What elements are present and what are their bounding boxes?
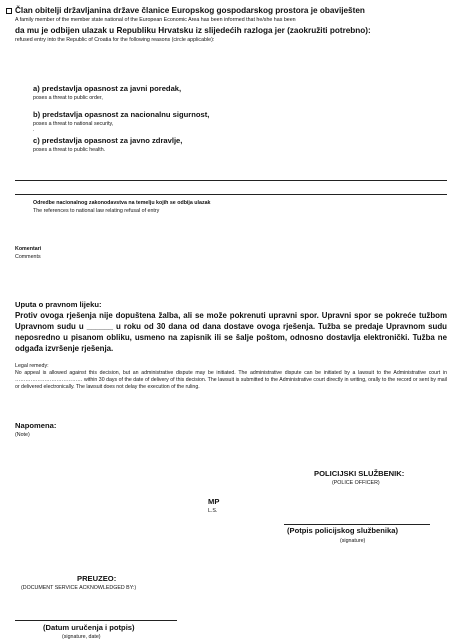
reason-a-en: poses a threat to public order, [33, 95, 103, 101]
legal-remedy-text: Protiv ovoga rješenja nije dopuštena žalba, ali se može pokrenuti upravni spor. Upravni spor se pokreće tužbom Upravnom sudu u ______ u roku od 30 dana od dana dostave ovoga rješenja. Tužba se predaje Upravnom sudu neposredno u pisanom obliku, usmeno na zapisnik ili se šalje poštom, odnosno dostavlja elektronički. Tužba ne odgađa izvršenje rješenja. [15, 311, 447, 353]
comments-label: Komentari [15, 246, 42, 252]
legal-basis-label-en: The references to national law relating refusal of entry [33, 208, 160, 214]
refusal-line-en: refused entry into the Republic of Croatia for the following reasons (circle applicable): [15, 37, 215, 43]
officer-signature-line[interactable] [284, 524, 430, 525]
stamp-label: MP [208, 497, 220, 506]
officer-signature-label-en: (signature) [340, 538, 366, 544]
stamp-label-en: L.S. [208, 508, 218, 514]
reason-c[interactable]: c) predstavlja opasnost za javno zdravlje, [33, 136, 183, 145]
officer-signature-label: (Potpis policijskog službenika) [287, 526, 398, 535]
legal-basis-label: Odredbe nacionalnog zakonodavstva na temelju kojih se odbija ulazak [33, 200, 211, 206]
checkbox[interactable] [6, 8, 12, 14]
family-member-label-en: A family member of the member state national of the European Economic Area has been informed that he/she has been [15, 17, 296, 23]
police-officer-label: POLICIJSKI SLUŽBENIK: [314, 469, 405, 478]
reason-a[interactable]: a) predstavlja opasnost za javni poredak, [33, 84, 182, 93]
separator-dot: . [33, 127, 35, 133]
legal-remedy-text-en: No appeal is allowed against this decision, but an administrative dispute may be initiated. The administrative dispute can be initiated by a lawsuit to the Administrative court in ………………………………… within 30 days of the date of delivery of this decision. The lawsuit is submitted to the Administrative court directly in writing, orally to the record or sent by mail or delivered electronically. The lawsuit does not delay the execution of the ruling. [15, 370, 447, 391]
legal-remedy-heading: Uputa o pravnom lijeku: [15, 300, 102, 309]
reason-b-en: poses a threat to national security, [33, 121, 114, 127]
family-member-checkbox-row[interactable] [6, 6, 365, 15]
received-label: PREUZEO: [77, 574, 117, 583]
delivery-signature-line[interactable] [15, 620, 177, 621]
received-label-en: (DOCUMENT SERVICE ACKNOWLEDGED BY:) [21, 585, 137, 591]
legal-basis-line-1[interactable] [15, 180, 447, 181]
note-label-en: (Note) [15, 432, 30, 438]
delivery-label-en: (signature, date) [62, 634, 101, 640]
comments-label-en: Comments [15, 254, 41, 260]
reason-c-en: poses a threat to public health. [33, 147, 106, 153]
refusal-line: da mu je odbijen ulazak u Republiku Hrvatsku iz slijedećih razloga jer (zaokružiti potrebno): [15, 26, 371, 35]
legal-remedy-heading-en: Legal remedy: [15, 363, 49, 369]
note-label: Napomena: [15, 421, 57, 430]
police-officer-label-en: (POLICE OFFICER) [332, 480, 380, 486]
reason-b[interactable]: b) predstavlja opasnost za nacionalnu sigurnost, [33, 110, 210, 119]
delivery-label: (Datum uručenja i potpis) [43, 623, 135, 632]
legal-basis-line-2[interactable] [15, 194, 447, 195]
family-member-label: Član obitelji državljanina države članice Europskog gospodarskog prostora je obaviješten [15, 6, 365, 15]
